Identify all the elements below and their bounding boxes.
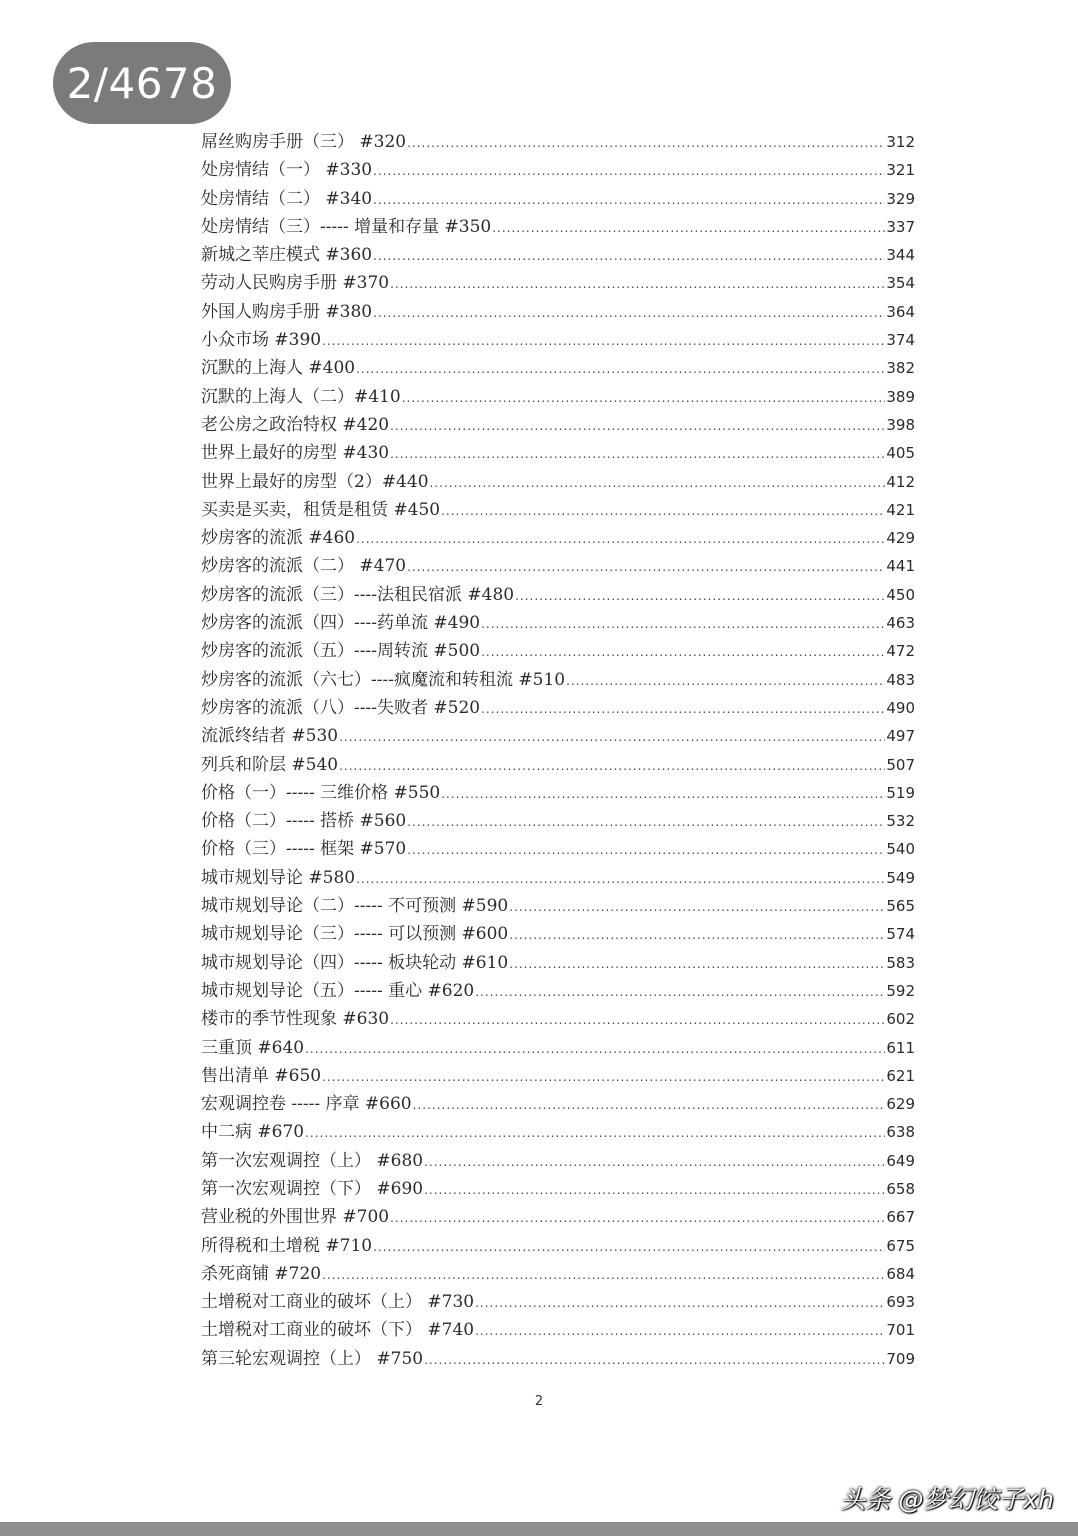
toc-entry[interactable] <box>201 1316 915 1344</box>
toc-leader-dots <box>566 667 885 695</box>
toc-entry-page: 463 <box>886 614 915 633</box>
toc-entry-title: 城市规划导论 #580 <box>201 867 356 888</box>
toc-entry-title: 屌丝购房手册（三） #320 <box>201 132 407 152</box>
toc-leader-dots <box>305 1035 885 1063</box>
toc-leader-dots <box>373 1233 885 1261</box>
toc-entry-title: 炒房客的流派（二） #470 <box>201 556 407 577</box>
toc-entry-page: 354 <box>886 274 915 293</box>
toc-leader-dots <box>424 1346 885 1374</box>
toc-leader-dots <box>373 242 885 270</box>
toc-entry-page: 490 <box>886 698 915 717</box>
toc-leader-dots <box>481 610 885 638</box>
toc-entry[interactable] <box>201 1203 915 1231</box>
toc-entry[interactable] <box>201 751 915 779</box>
toc-entry-title: 土增税对工商业的破坏（下） #740 <box>201 1320 475 1341</box>
toc-entry-title: 世界上最好的房型（2）#440 <box>201 471 429 492</box>
toc-leader-dots <box>390 1006 885 1034</box>
toc-leader-dots <box>481 695 885 723</box>
toc-entry-title: 处房情结（二） #340 <box>201 188 373 209</box>
toc-entry[interactable] <box>201 185 915 213</box>
toc-entry-page: 321 <box>886 161 915 180</box>
page-number: 2 <box>534 1394 544 1409</box>
toc-leader-dots <box>413 1091 886 1119</box>
toc-entry[interactable] <box>201 977 915 1005</box>
toc-entry[interactable] <box>201 637 915 665</box>
toc-entry-title: 城市规划导论（三）----- 可以预测 #600 <box>201 924 509 945</box>
toc-entry-page: 507 <box>886 755 915 774</box>
toc-entry-page: 693 <box>886 1293 915 1312</box>
toc-entry[interactable] <box>201 864 915 892</box>
page-counter-badge: 2/4678 <box>53 42 231 124</box>
toc-entry-page: 602 <box>886 1010 915 1029</box>
toc-leader-dots <box>424 1176 885 1204</box>
table-of-contents <box>201 128 915 1373</box>
toc-entry-title: 列兵和阶层 #540 <box>201 754 339 775</box>
toc-entry-page: 532 <box>886 812 915 831</box>
toc-entry-title: 世界上最好的房型 #430 <box>201 443 390 464</box>
toc-entry-title: 新城之莘庄模式 #360 <box>201 245 373 266</box>
toc-entry-page: 549 <box>886 868 915 887</box>
toc-entry-title: 营业税的外围世界 #700 <box>201 1207 390 1228</box>
toc-entry-page: 382 <box>886 359 915 378</box>
toc-entry-page: 412 <box>886 472 915 491</box>
toc-entry-title: 炒房客的流派（四）----药单流 #490 <box>201 613 481 634</box>
toc-entry-page: 684 <box>886 1264 915 1283</box>
toc-entry-title: 土增税对工商业的破坏（上） #730 <box>201 1292 475 1313</box>
toc-entry-title: 楼市的季节性现象 #630 <box>201 1009 390 1030</box>
toc-entry-title: 外国人购房手册 #380 <box>201 301 373 322</box>
toc-entry-title: 第一次宏观调控（上） #680 <box>201 1150 424 1171</box>
toc-entry[interactable] <box>201 298 915 326</box>
toc-entry-title: 沉默的上海人 #400 <box>201 358 356 379</box>
toc-entry-page: 389 <box>886 387 915 406</box>
toc-entry[interactable] <box>201 920 915 948</box>
toc-leader-dots <box>441 780 885 808</box>
toc-leader-dots <box>390 440 885 468</box>
toc-entry[interactable] <box>201 892 915 920</box>
toc-leader-dots <box>509 893 885 921</box>
toc-leader-dots <box>402 384 886 412</box>
toc-entry[interactable] <box>201 1005 915 1033</box>
toc-entry-title: 第三轮宏观调控（上） #750 <box>201 1348 424 1369</box>
toc-leader-dots <box>339 752 885 780</box>
toc-entry[interactable] <box>201 241 915 269</box>
toc-leader-dots <box>373 299 885 327</box>
toc-leader-dots <box>492 214 885 242</box>
toc-entry-page: 611 <box>886 1038 915 1057</box>
toc-leader-dots <box>430 469 886 497</box>
toc-entry[interactable] <box>201 807 915 835</box>
toc-entry-page: 405 <box>886 444 915 463</box>
toc-leader-dots <box>407 129 885 157</box>
toc-leader-dots <box>441 497 885 525</box>
toc-entry-page: 450 <box>886 585 915 604</box>
toc-leader-dots <box>475 1289 885 1317</box>
toc-entry-title: 价格（二）----- 搭桥 #560 <box>201 811 407 832</box>
toc-entry[interactable] <box>201 609 915 637</box>
toc-entry-title: 处房情结（三）----- 增量和存量 #350 <box>201 216 492 237</box>
toc-entry-title: 劳动人民购房手册 #370 <box>201 273 390 294</box>
toc-entry-page: 701 <box>886 1321 915 1340</box>
toc-entry[interactable] <box>201 1090 915 1118</box>
toc-entry-page: 312 <box>886 133 915 151</box>
toc-entry[interactable] <box>201 1288 915 1316</box>
toc-entry[interactable] <box>201 1147 915 1175</box>
toc-entry[interactable] <box>201 722 915 750</box>
toc-leader-dots <box>339 723 885 751</box>
toc-entry-page: 667 <box>886 1208 915 1227</box>
toc-entry-title: 价格（一）----- 三维价格 #550 <box>201 782 441 803</box>
toc-entry[interactable] <box>201 383 915 411</box>
toc-entry[interactable] <box>201 1232 915 1260</box>
toc-entry[interactable] <box>201 354 915 382</box>
toc-leader-dots <box>390 412 885 440</box>
toc-entry-page: 441 <box>886 557 915 576</box>
toc-entry-title: 中二病 #670 <box>201 1122 305 1143</box>
toc-entry-page: 583 <box>886 953 915 972</box>
toc-entry[interactable] <box>201 666 915 694</box>
toc-entry-title: 杀死商铺 #720 <box>201 1263 322 1284</box>
toc-entry-title: 城市规划导论（五）----- 重心 #620 <box>201 980 475 1001</box>
toc-leader-dots <box>373 186 885 214</box>
toc-entry[interactable] <box>201 1260 915 1288</box>
toc-entry[interactable] <box>201 835 915 863</box>
toc-entry-page: 638 <box>886 1123 915 1142</box>
toc-entry[interactable] <box>201 1175 915 1203</box>
toc-entry-page: 574 <box>886 925 915 944</box>
toc-entry-title: 炒房客的流派（六七）----疯魔流和转租流 #510 <box>201 669 566 690</box>
toc-entry-title: 炒房客的流派（五）----周转流 #500 <box>201 641 481 662</box>
toc-entry-page: 497 <box>886 727 915 746</box>
toc-leader-dots <box>356 865 885 893</box>
toc-entry-title: 所得税和土增税 #710 <box>201 1235 373 1256</box>
toc-entry[interactable] <box>201 949 915 977</box>
toc-entry-page: 565 <box>886 897 915 916</box>
toc-entry[interactable] <box>201 694 915 722</box>
toc-entry-title: 炒房客的流派（三）----法租民宿派 #480 <box>201 584 515 605</box>
toc-entry-title: 买卖是买卖，租赁是租赁 #450 <box>201 499 441 520</box>
bottom-bar <box>0 1522 1078 1536</box>
toc-entry-page: 344 <box>886 246 915 265</box>
toc-entry-title: 售出清单 #650 <box>201 1065 322 1086</box>
toc-entry[interactable] <box>201 269 915 297</box>
toc-entry-page: 337 <box>886 217 915 236</box>
toc-leader-dots <box>322 327 885 355</box>
toc-entry-title: 处房情结（一） #330 <box>201 160 373 181</box>
toc-entry-page: 364 <box>886 302 915 321</box>
toc-entry-title: 第一次宏观调控（下） #690 <box>201 1178 424 1199</box>
toc-entry-title: 小众市场 #390 <box>201 330 322 351</box>
toc-leader-dots <box>515 582 885 610</box>
toc-leader-dots <box>390 1204 885 1232</box>
toc-entry-title: 城市规划导论（二）----- 不可预测 #590 <box>201 896 509 917</box>
toc-entry[interactable] <box>201 1345 915 1373</box>
toc-entry-title: 炒房客的流派（八）----失败者 #520 <box>201 697 481 718</box>
toc-entry-page: 329 <box>886 189 915 208</box>
toc-entry-title: 炒房客的流派 #460 <box>201 528 356 549</box>
toc-entry-page: 709 <box>886 1349 915 1368</box>
toc-entry-page: 374 <box>886 331 915 350</box>
toc-leader-dots <box>424 1148 885 1176</box>
toc-entry-page: 429 <box>886 529 915 548</box>
watermark: 头条 @梦幻饺子xh <box>840 1485 1054 1514</box>
toc-entry[interactable] <box>201 552 915 580</box>
toc-entry-page: 398 <box>886 415 915 434</box>
toc-entry[interactable] <box>201 326 915 354</box>
toc-entry-page: 483 <box>886 670 915 689</box>
toc-entry-title: 流派终结者 #530 <box>201 726 339 747</box>
toc-leader-dots <box>475 1317 885 1345</box>
toc-leader-dots <box>322 1261 885 1289</box>
toc-entry[interactable] <box>201 468 915 496</box>
toc-leader-dots <box>356 355 885 383</box>
toc-entry-page: 621 <box>886 1066 915 1085</box>
toc-leader-dots <box>475 978 885 1006</box>
toc-entry-title: 沉默的上海人（二）#410 <box>201 386 401 407</box>
toc-entry-page: 649 <box>886 1151 915 1170</box>
toc-entry-page: 592 <box>886 981 915 1000</box>
toc-leader-dots <box>509 921 885 949</box>
toc-leader-dots <box>407 808 885 836</box>
toc-entry-page: 658 <box>886 1179 915 1198</box>
toc-entry-page: 421 <box>886 500 915 519</box>
toc-entry-page: 519 <box>886 783 915 802</box>
toc-entry[interactable] <box>201 128 915 156</box>
toc-entry-page: 675 <box>886 1236 915 1255</box>
toc-leader-dots <box>407 553 885 581</box>
toc-entry[interactable] <box>201 581 915 609</box>
toc-leader-dots <box>509 950 885 978</box>
toc-entry-title: 宏观调控卷 ----- 序章 #660 <box>201 1094 412 1115</box>
toc-entry[interactable] <box>201 496 915 524</box>
toc-leader-dots <box>407 836 885 864</box>
toc-leader-dots <box>356 525 885 553</box>
toc-entry-title: 三重顶 #640 <box>201 1037 305 1058</box>
toc-entry[interactable] <box>201 779 915 807</box>
toc-leader-dots <box>390 270 885 298</box>
toc-entry-title: 城市规划导论（四）----- 板块轮动 #610 <box>201 952 509 973</box>
toc-entry[interactable] <box>201 1118 915 1146</box>
toc-entry[interactable] <box>201 524 915 552</box>
toc-entry-title: 价格（三）----- 框架 #570 <box>201 839 407 860</box>
toc-entry-page: 472 <box>886 642 915 661</box>
toc-leader-dots <box>373 157 885 185</box>
toc-entry[interactable] <box>201 1034 915 1062</box>
toc-entry[interactable] <box>201 1062 915 1090</box>
toc-entry[interactable] <box>201 439 915 467</box>
toc-entry[interactable] <box>201 411 915 439</box>
toc-entry-title: 老公房之政治特权 #420 <box>201 414 390 435</box>
toc-leader-dots <box>305 1119 885 1147</box>
toc-leader-dots <box>481 638 885 666</box>
toc-leader-dots <box>322 1063 885 1091</box>
toc-entry[interactable] <box>201 213 915 241</box>
toc-entry-page: 540 <box>886 840 915 859</box>
toc-entry-page: 629 <box>886 1095 915 1114</box>
toc-entry[interactable] <box>201 156 915 184</box>
